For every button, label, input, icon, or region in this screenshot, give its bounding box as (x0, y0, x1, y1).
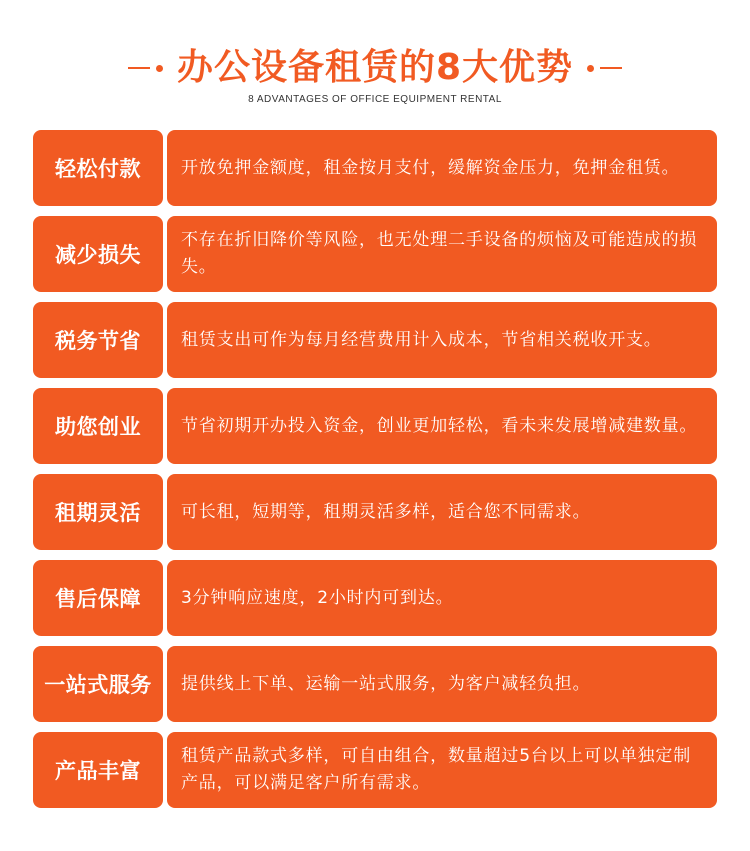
advantage-row (33, 560, 717, 636)
advantage-description: 租赁支出可作为每月经营费用计入成本，节省相关税收开支。 (167, 302, 717, 378)
advantage-description: 开放免押金额度，租金按月支付，缓解资金压力，免押金租赁。 (167, 130, 717, 206)
decoration-dot (156, 65, 163, 72)
advantage-row (33, 474, 717, 550)
title-row (0, 46, 750, 90)
advantage-row (33, 302, 717, 378)
advantage-description: 租赁产品款式多样，可自由组合，数量超过5台以上可以单独定制产品，可以满足客户所有需求。 (167, 732, 717, 808)
advantage-label: 税务节省 (33, 302, 163, 378)
advantage-label: 租期灵活 (33, 474, 163, 550)
advantage-row (33, 388, 717, 464)
advantage-description: 不存在折旧降价等风险，也无处理二手设备的烦恼及可能造成的损失。 (167, 216, 717, 292)
advantage-description: 提供线上下单、运输一站式服务，为客户减轻负担。 (167, 646, 717, 722)
page-subtitle: 8 ADVANTAGES OF OFFICE EQUIPMENT RENTAL (248, 94, 502, 105)
advantages-list (33, 130, 717, 818)
advantage-description: 3分钟响应速度，2小时内可到达。 (167, 560, 717, 636)
advantage-label: 轻松付款 (33, 130, 163, 206)
advantage-label: 助您创业 (33, 388, 163, 464)
advantage-label: 产品丰富 (33, 732, 163, 808)
advantage-label: 减少损失 (33, 216, 163, 292)
title-decoration-left (128, 65, 163, 72)
advantage-description: 节省初期开办投入资金，创业更加轻松，看未来发展增减建数量。 (167, 388, 717, 464)
decoration-line (600, 67, 622, 69)
advantage-label: 售后保障 (33, 560, 163, 636)
header (0, 46, 750, 105)
advantage-row (33, 732, 717, 808)
page-title: 办公设备租赁的8大优势 (176, 47, 574, 88)
advantage-description: 可长租，短期等，租期灵活多样，适合您不同需求。 (167, 474, 717, 550)
title-decoration-right (587, 65, 622, 72)
decoration-line (128, 67, 150, 69)
advantage-row (33, 646, 717, 722)
decoration-dot (587, 65, 594, 72)
advantage-row (33, 216, 717, 292)
advantage-row (33, 130, 717, 206)
advantage-label: 一站式服务 (33, 646, 163, 722)
